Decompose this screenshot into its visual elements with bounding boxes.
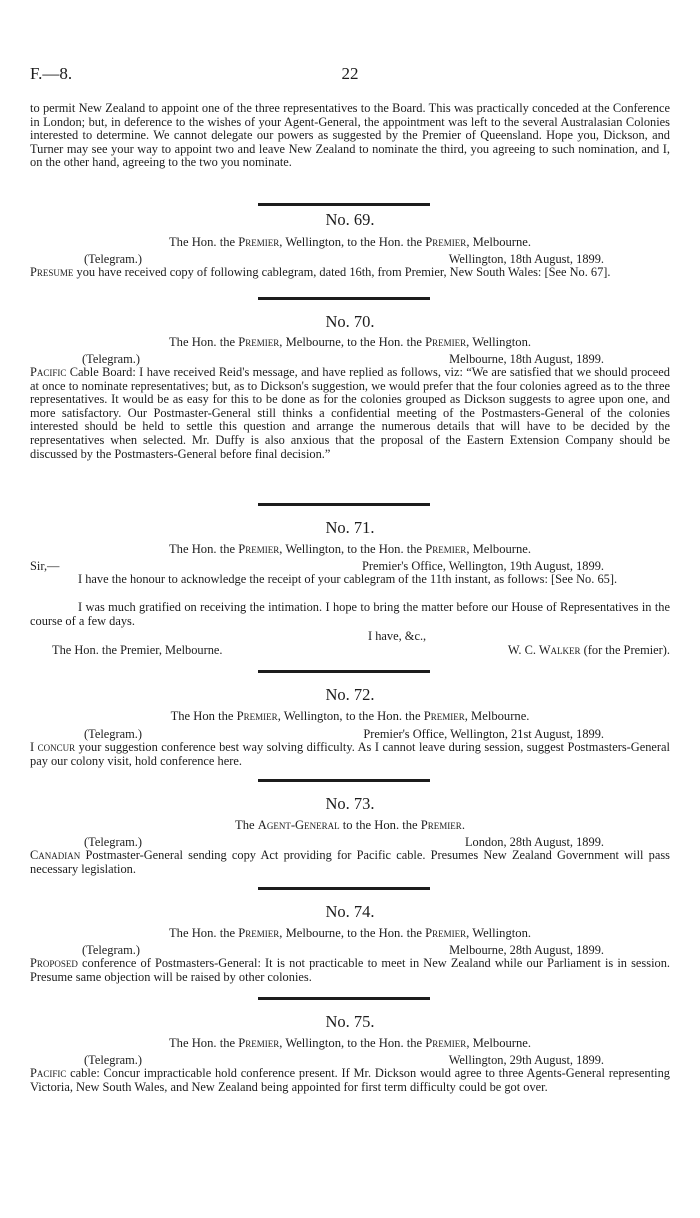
telegram-label: (Telegram.)	[82, 352, 140, 366]
section-number: No. 71.	[325, 518, 375, 537]
dateline: Melbourne, 28th August, 1899.	[449, 943, 604, 957]
dateline: Melbourne, 18th August, 1899.	[449, 352, 604, 366]
section-heading: The Agent-General to the Hon. the Premier.	[235, 818, 465, 832]
message-body: Presume you have received copy of following cablegram, dated 16th, from Premier, New South Wales: [See No. 67].	[30, 265, 611, 279]
dateline: Wellington, 18th August, 1899.	[448, 252, 604, 266]
continued-paragraph: to permit New Zealand to appoint one of the three representatives to the Board. This was practically conceded at the Conference in London; but, in deference to the wishes of your Agent-General, the appointment was left to the several Australasian Colonies interested to determine. We cannot delegate our powers as suggested by the Premier of Queensland. Hope you, Dickson, and Turner may see your way to appoint two and leave New Zealand to nominate the third, you agreeing to such nomination, and I, on the other hand, agreeing to the two you nominate.	[30, 101, 670, 170]
section-number: No. 75.	[325, 1012, 375, 1031]
message-body: I concur your suggestion conference best way solving difficulty. As I cannot leave during session, suggest Postmasters-General pay our colony visit, hold conference here.	[30, 740, 670, 768]
letter-paragraph: I have the honour to acknowledge the receipt of your cablegram of the 11th instant, as follows: [See No. 65].	[78, 572, 618, 586]
closing: I have, &c.,	[368, 629, 427, 643]
signature: W. C. Walker (for the Premier).	[507, 643, 670, 657]
section-number: No. 74.	[325, 902, 375, 921]
telegram-label: (Telegram.)	[84, 1053, 142, 1067]
addressee: The Hon. the Premier, Melbourne.	[52, 643, 223, 657]
section-number: No. 69.	[325, 210, 375, 229]
page-number: 22	[341, 64, 359, 83]
salutation: Sir,—	[30, 559, 60, 573]
section-heading: The Hon. the Premier, Melbourne, to the Hon. the Premier, Wellington.	[168, 926, 532, 940]
dateline: Wellington, 29th August, 1899.	[448, 1053, 604, 1067]
message-body: Canadian Postmaster-General sending copy Act providing for Pacific cable. Presumes New Zealand Government will pass necessary legislation.	[30, 848, 670, 876]
letter-paragraph: I was much gratified on receiving the intimation. I hope to bring the matter before our House of Representatives in the course of a few days.	[30, 600, 670, 628]
section-heading: The Hon. the Premier, Wellington, to the Hon. the Premier, Melbourne.	[168, 1036, 532, 1050]
dateline: Premier's Office, Wellington, 21st August, 1899.	[363, 727, 604, 741]
section-number: No. 73.	[325, 794, 375, 813]
telegram-label: (Telegram.)	[84, 252, 142, 266]
section-heading: The Hon the Premier, Wellington, to the Hon. the Premier, Melbourne.	[170, 709, 530, 723]
telegram-label: (Telegram.)	[84, 835, 142, 849]
section-heading: The Hon. the Premier, Wellington, to the Hon. the Premier, Melbourne.	[168, 542, 532, 556]
page-header	[30, 64, 670, 88]
section-heading: The Hon. the Premier, Wellington, to the Hon. the Premier, Melbourne.	[168, 235, 532, 249]
section-rule	[258, 997, 430, 1000]
telegram-label: (Telegram.)	[82, 943, 140, 957]
section-rule	[258, 503, 430, 506]
message-body: Pacific cable: Concur impracticable hold conference present. If Mr. Dickson would agree to three Agents-General representing Victoria, New South Wales, and New Zealand being appointed for first term difficulty could be got over.	[30, 1066, 670, 1094]
dateline: London, 28th August, 1899.	[464, 835, 604, 849]
section-rule	[258, 203, 430, 206]
section-rule	[258, 887, 430, 890]
dateline: Premier's Office, Wellington, 19th August, 1899.	[361, 559, 604, 573]
section-rule	[258, 670, 430, 673]
paper-reference: F.—8.	[30, 64, 73, 83]
message-body: Proposed conference of Postmasters-General: It is not practicable to meet in New Zealand while our Parliament is in session. Presume same objection will be raised by other colonies.	[30, 956, 670, 984]
message-body: Pacific Cable Board: I have received Reid's message, and have replied as follows, viz: “We are satisfied that we should proceed at once to nominate representatives; but, as to Dickson's suggestion, we would prefer that the four colonies agreed as to the three representatives. It would be as easy for this to be done as for the colonies grouped as Dickson suggests to agree upon one, and more satisfactory. Our Postmaster-General still thinks a confidential meeting of the Postmasters-General of the colonies interested should be held to settle this question and arrange the numerous details that will have to be decided by the representatives when selected. Mr. Duffy is also anxious that the proposal of the Eastern Extension Company should be discussed by the Postmasters-General before final decision.”	[30, 365, 670, 461]
section-rule	[258, 779, 430, 782]
section-rule	[258, 297, 430, 300]
section-number: No. 72.	[325, 685, 375, 704]
section-number: No. 70.	[325, 312, 375, 331]
telegram-label: (Telegram.)	[84, 727, 142, 741]
section-heading: The Hon. the Premier, Melbourne, to the Hon. the Premier, Wellington.	[168, 335, 532, 349]
